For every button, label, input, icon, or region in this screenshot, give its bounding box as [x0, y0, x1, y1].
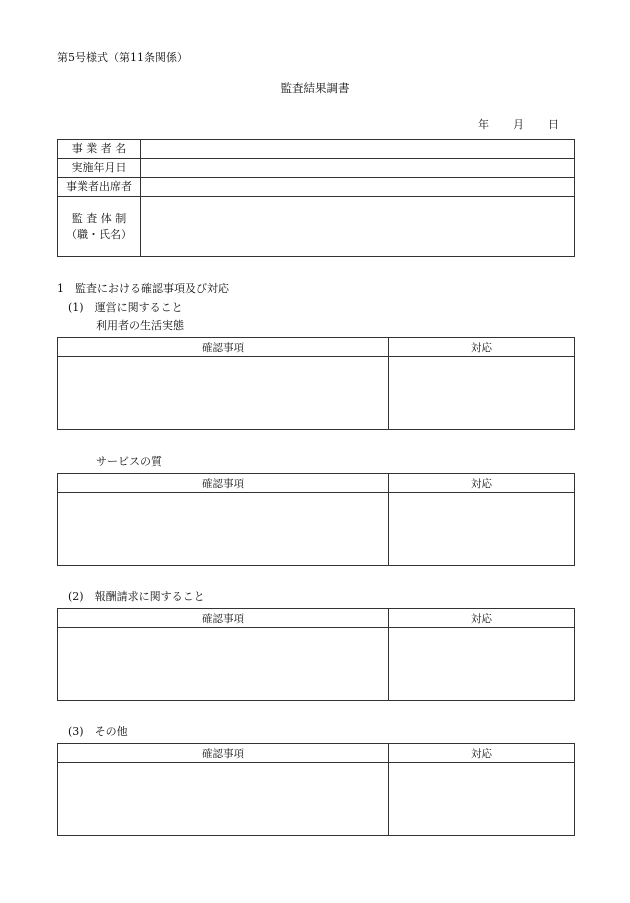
audit-team-field[interactable] — [141, 197, 575, 257]
info-row-audit-team — [58, 197, 575, 257]
subsection-3-heading: (3) その他 — [68, 725, 128, 738]
check-items-header: 確認事項 — [58, 338, 389, 357]
section-1-heading: 1 監査における確認事項及び対応 — [57, 282, 229, 295]
attendees-field[interactable] — [141, 178, 575, 197]
check-table-user-life — [57, 337, 575, 430]
info-row-date — [58, 159, 575, 178]
business-name-label: 事 業 者 名 — [58, 140, 141, 159]
info-row-business-name — [58, 140, 575, 159]
response-header: 対応 — [389, 744, 575, 763]
audit-team-label-line1: 監 査 体 制 — [71, 211, 127, 225]
item-user-life-heading: 利用者の生活実態 — [96, 319, 184, 332]
audit-date-label: 実施年月日 — [58, 159, 141, 178]
check-items-cell[interactable] — [58, 357, 389, 430]
response-cell[interactable] — [389, 493, 575, 566]
check-items-header: 確認事項 — [58, 609, 389, 628]
check-table-billing — [57, 608, 575, 701]
audit-team-label-line2: （職・氏名） — [66, 227, 132, 241]
subsection-1-heading: (1) 運営に関すること — [68, 301, 183, 314]
check-items-cell[interactable] — [58, 628, 389, 701]
attendees-label: 事業者出席者 — [58, 178, 141, 197]
response-cell[interactable] — [389, 763, 575, 836]
date-year-label: 年 — [478, 118, 489, 131]
response-cell[interactable] — [389, 628, 575, 701]
subsection-2-heading: (2) 報酬請求に関すること — [68, 590, 205, 603]
check-items-cell[interactable] — [58, 763, 389, 836]
response-header: 対応 — [389, 338, 575, 357]
check-items-header: 確認事項 — [58, 474, 389, 493]
business-info-table — [57, 139, 575, 257]
item-service-quality-heading: サービスの質 — [96, 455, 162, 468]
check-table-other — [57, 743, 575, 836]
date-month-label: 月 — [513, 118, 524, 131]
audit-date-field[interactable] — [141, 159, 575, 178]
date-day-label: 日 — [548, 118, 559, 131]
response-header: 対応 — [389, 609, 575, 628]
document-title: 監査結果調書 — [280, 81, 350, 95]
business-name-field[interactable] — [141, 140, 575, 159]
check-table-service-quality — [57, 473, 575, 566]
audit-team-label — [58, 197, 141, 257]
form-number-label: 第5号様式（第11条関係） — [57, 51, 188, 64]
check-items-header: 確認事項 — [58, 744, 389, 763]
response-cell[interactable] — [389, 357, 575, 430]
response-header: 対応 — [389, 474, 575, 493]
info-row-attendees — [58, 178, 575, 197]
check-items-cell[interactable] — [58, 493, 389, 566]
